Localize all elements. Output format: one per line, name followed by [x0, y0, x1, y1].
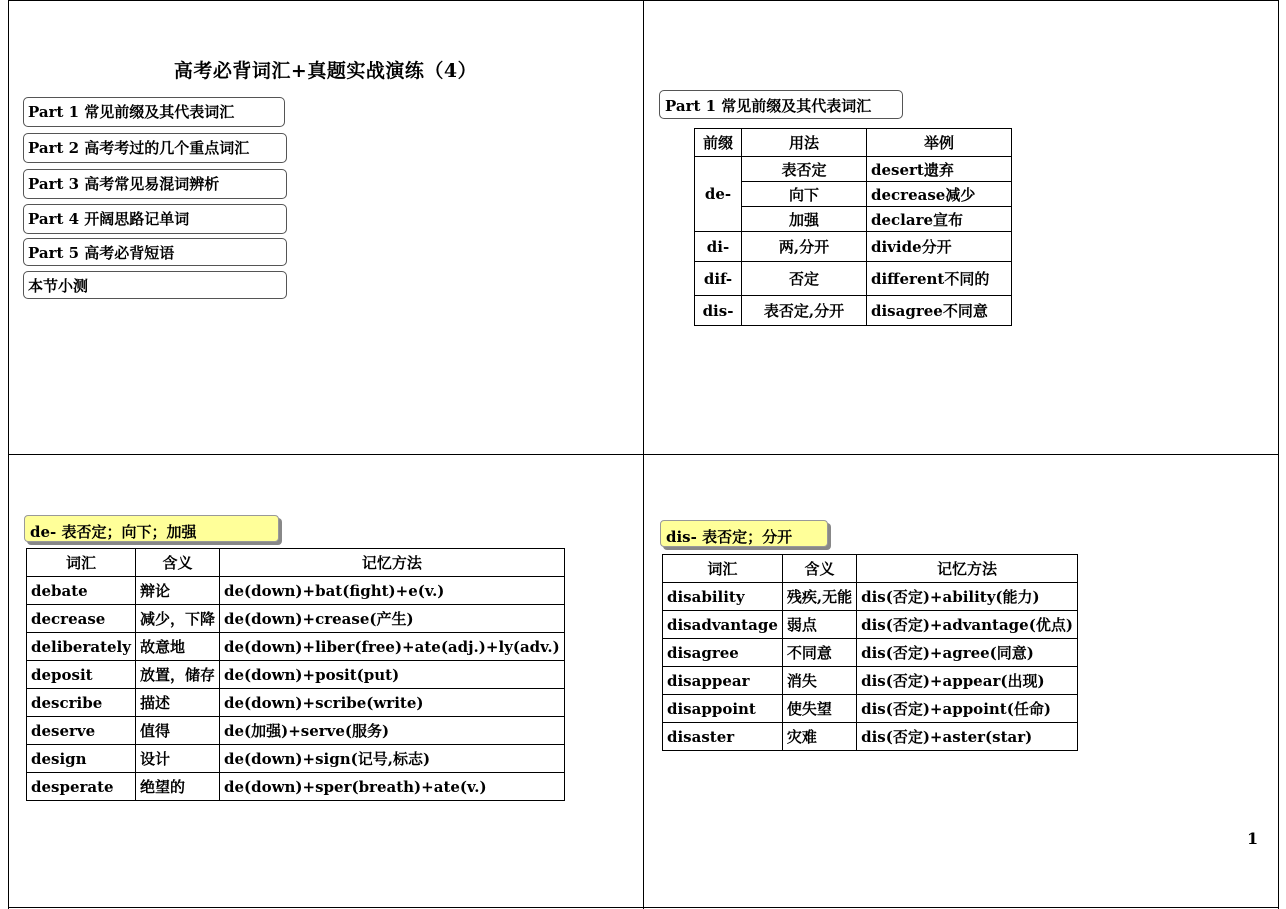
word-cell: disability	[663, 583, 783, 611]
col-header-method: 记忆方法	[857, 555, 1078, 583]
prefix-table	[694, 128, 1012, 326]
de-vocab-table	[26, 548, 565, 801]
meaning-cell: 绝望的	[135, 773, 219, 801]
col-header-prefix: 前缀	[695, 129, 742, 157]
method-cell: dis(否定)+appoint(任命)	[857, 695, 1078, 723]
menu-part-2[interactable]: Part 2 高考考过的几个重点词汇	[23, 133, 287, 163]
meaning-cell: 消失	[782, 667, 856, 695]
col-header-usage: 用法	[742, 129, 867, 157]
slide-title: 高考必背词汇+真题实战演练（4）	[173, 60, 478, 82]
meaning-cell: 不同意	[782, 639, 856, 667]
meaning-cell: 弱点	[782, 611, 856, 639]
word-cell: disappoint	[663, 695, 783, 723]
meaning-cell: 辩论	[135, 577, 219, 605]
col-header-word: 词汇	[663, 555, 783, 583]
word-cell: disaster	[663, 723, 783, 751]
meaning-cell: 使失望	[782, 695, 856, 723]
page-number: 1	[1247, 829, 1259, 848]
method-cell: de(down)+bat(fight)+e(v.)	[219, 577, 564, 605]
method-cell: de(down)+scribe(write)	[219, 689, 564, 717]
example-cell: desert遗弃	[867, 157, 1012, 182]
border-center-horizontal	[8, 454, 1279, 455]
method-cell: de(down)+sign(记号,标志)	[219, 745, 564, 773]
usage-cell: 向下	[742, 182, 867, 207]
meaning-cell: 放置，储存	[135, 661, 219, 689]
method-cell: dis(否定)+aster(star)	[857, 723, 1078, 751]
meaning-cell: 残疾,无能	[782, 583, 856, 611]
word-cell: design	[27, 745, 136, 773]
word-cell: debate	[27, 577, 136, 605]
word-cell: describe	[27, 689, 136, 717]
menu-part-4[interactable]: Part 4 开阔思路记单词	[23, 204, 287, 234]
prefix-cell: di-	[695, 232, 742, 262]
part1-header: Part 1 常见前缀及其代表词汇	[659, 90, 903, 119]
example-cell: declare宣布	[867, 207, 1012, 232]
meaning-cell: 值得	[135, 717, 219, 745]
dis-vocab-table	[662, 554, 1078, 751]
menu-part-5[interactable]: Part 5 高考必背短语	[23, 238, 287, 266]
example-cell: disagree不同意	[867, 296, 1012, 326]
meaning-cell: 灾难	[782, 723, 856, 751]
method-cell: dis(否定)+agree(同意)	[857, 639, 1078, 667]
method-cell: dis(否定)+appear(出现)	[857, 667, 1078, 695]
usage-cell: 表否定,分开	[742, 296, 867, 326]
border-top	[8, 0, 1279, 1]
meaning-cell: 减少，下降	[135, 605, 219, 633]
usage-cell: 两,分开	[742, 232, 867, 262]
word-cell: deposit	[27, 661, 136, 689]
example-cell: decrease减少	[867, 182, 1012, 207]
col-header-meaning: 含义	[135, 549, 219, 577]
method-cell: dis(否定)+advantage(优点)	[857, 611, 1078, 639]
prefix-cell: dis-	[695, 296, 742, 326]
meaning-cell: 故意地	[135, 633, 219, 661]
word-cell: desperate	[27, 773, 136, 801]
method-cell: dis(否定)+ability(能力)	[857, 583, 1078, 611]
word-cell: decrease	[27, 605, 136, 633]
usage-cell: 加强	[742, 207, 867, 232]
prefix-cell: dif-	[695, 262, 742, 296]
col-header-word: 词汇	[27, 549, 136, 577]
method-cell: de(加强)+serve(服务)	[219, 717, 564, 745]
method-cell: de(down)+posit(put)	[219, 661, 564, 689]
method-cell: de(down)+liber(free)+ate(adj.)+ly(adv.)	[219, 633, 564, 661]
col-header-meaning: 含义	[782, 555, 856, 583]
word-cell: deliberately	[27, 633, 136, 661]
meaning-cell: 设计	[135, 745, 219, 773]
col-header-example: 举例	[867, 129, 1012, 157]
example-cell: divide分开	[867, 232, 1012, 262]
meaning-cell: 描述	[135, 689, 219, 717]
menu-quiz[interactable]: 本节小测	[23, 271, 287, 299]
example-cell: different不同的	[867, 262, 1012, 296]
prefix-cell: de-	[695, 157, 742, 232]
usage-cell: 表否定	[742, 157, 867, 182]
dis-prefix-label: dis- 表否定；分开	[660, 520, 828, 547]
col-header-method: 记忆方法	[219, 549, 564, 577]
menu-part-1[interactable]: Part 1 常见前缀及其代表词汇	[23, 97, 285, 127]
usage-cell: 否定	[742, 262, 867, 296]
border-bottom	[8, 907, 1279, 908]
word-cell: deserve	[27, 717, 136, 745]
word-cell: disappear	[663, 667, 783, 695]
de-prefix-label: de- 表否定；向下；加强	[24, 515, 279, 542]
method-cell: de(down)+sper(breath)+ate(v.)	[219, 773, 564, 801]
menu-part-3[interactable]: Part 3 高考常见易混词辨析	[23, 169, 287, 199]
word-cell: disagree	[663, 639, 783, 667]
word-cell: disadvantage	[663, 611, 783, 639]
method-cell: de(down)+crease(产生)	[219, 605, 564, 633]
